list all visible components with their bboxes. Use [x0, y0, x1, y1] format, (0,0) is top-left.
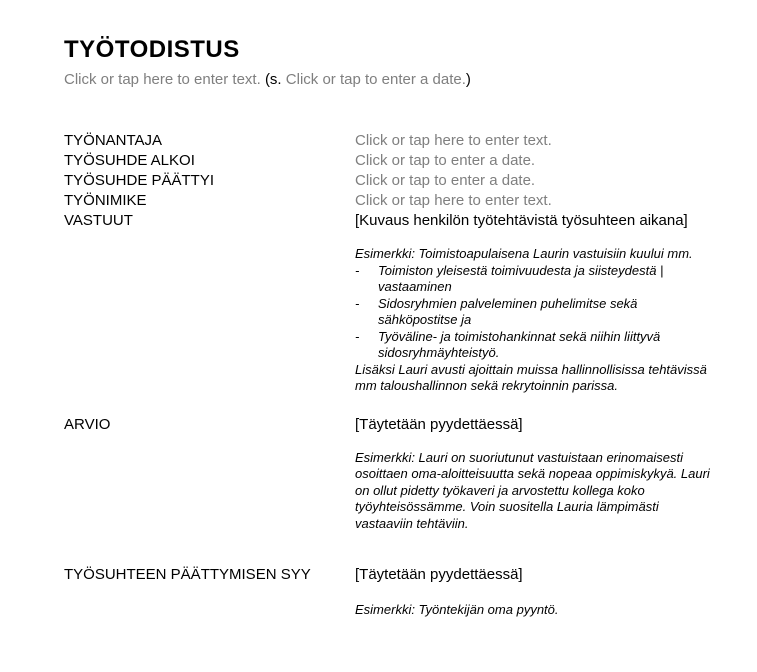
- bullet-marker: -: [355, 328, 360, 344]
- example-line: vastaaviin tehtäviin.: [355, 515, 469, 531]
- bullet-line: Työväline- ja toimistohankinnat sekä niihin liittyvä: [378, 328, 661, 344]
- bullet-marker: -: [355, 295, 360, 311]
- field-label-tyosuhde-alkoi: TYÖSUHDE ALKOI: [64, 152, 195, 169]
- example-line: osoittaen oma-aloitteisuutta sekä nopeaa oppimiskykyä. Lauri: [355, 466, 710, 481]
- vastuut-example-block: [355, 246, 717, 395]
- bullet-marker: -: [355, 262, 360, 278]
- field-row-tyosuhde-alkoi: [64, 151, 717, 171]
- header-date-suffix: ): [465, 71, 471, 88]
- tyosuhde-alkoi-date-placeholder[interactable]: Click or tap to enter a date.: [355, 152, 536, 169]
- field-row-vastuut: [64, 211, 717, 231]
- field-label-tyonimike: TYÖNIMIKE: [64, 192, 147, 209]
- example-outro: mm taloushallinnon sekä rekrytoinnin parissa.: [355, 378, 619, 393]
- tyonimike-text-placeholder[interactable]: Click or tap here to enter text.: [355, 192, 552, 209]
- bullet-item: [355, 263, 717, 296]
- field-row-arvio: [64, 415, 717, 435]
- example-line: on ollut pidetty työkaveri ja arvostettu kollega koko: [355, 482, 645, 498]
- document-title: TYÖTODISTUS: [64, 36, 240, 63]
- tyosuhde-paattyi-date-placeholder[interactable]: Click or tap to enter a date.: [355, 172, 536, 189]
- fields-table: [64, 131, 717, 231]
- header-line: [64, 70, 717, 90]
- example-outro: Lisäksi Lauri avusti ajoittain muissa hallinnollisissa tehtävissä: [355, 361, 707, 377]
- header-date-prefix: (s.: [264, 71, 282, 88]
- bullet-line: vastaaminen: [378, 279, 452, 294]
- arvio-value-placeholder[interactable]: [Täytetään pyydettäessä]: [355, 415, 523, 433]
- field-label-tyosuhde-paattyi: TYÖSUHDE PÄÄTTYI: [64, 172, 215, 189]
- field-row-tyonantaja: [64, 131, 717, 151]
- bullet-item: [355, 329, 717, 362]
- example-line: työyhteisössämme. Voin suositella Lauria lämpimästi: [355, 499, 659, 514]
- tyonantaja-text-placeholder[interactable]: Click or tap here to enter text.: [355, 132, 552, 149]
- header-date-placeholder[interactable]: Click or tap to enter a date.: [285, 71, 466, 88]
- field-row-tyosuhde-paattyi: [64, 171, 717, 191]
- field-label-paattymisen-syy: TYÖSUHTEEN PÄÄTTYMISEN SYY: [64, 566, 311, 583]
- example-intro: Esimerkki: Toimistoapulaisena Laurin vastuisiin kuului mm.: [355, 246, 693, 261]
- vastuut-value-placeholder[interactable]: [Kuvaus henkilön työtehtävistä työsuhteen aikana]: [355, 212, 688, 229]
- field-label-arvio: ARVIO: [64, 415, 111, 433]
- paattymisen-syy-value-placeholder[interactable]: [Täytetään pyydettäessä]: [355, 566, 523, 583]
- field-label-tyonantaja: TYÖNANTAJA: [64, 132, 163, 149]
- syy-example-block: [355, 602, 717, 619]
- field-row-paattymisen-syy: [64, 565, 717, 585]
- bullet-line: Toimiston yleisestä toimivuudesta ja siisteydestä |: [378, 262, 664, 278]
- header-text-placeholder[interactable]: Click or tap here to enter text.: [64, 71, 261, 88]
- bullet-line: Sidosryhmien palveleminen puhelimitse sekä: [378, 295, 638, 311]
- example-line: Esimerkki: Lauri on suoriutunut vastuistaan erinomaisesti: [355, 449, 684, 465]
- field-label-vastuut: VASTUUT: [64, 212, 133, 229]
- example-line: Esimerkki: Työntekijän oma pyyntö.: [355, 602, 559, 617]
- arvio-example-block: [355, 450, 717, 533]
- bullet-line: sähköpostitse ja: [378, 312, 472, 327]
- bullet-line: sidosryhmäyhteistyö.: [378, 345, 500, 360]
- bullet-item: [355, 296, 717, 329]
- field-row-tyonimike: [64, 191, 717, 211]
